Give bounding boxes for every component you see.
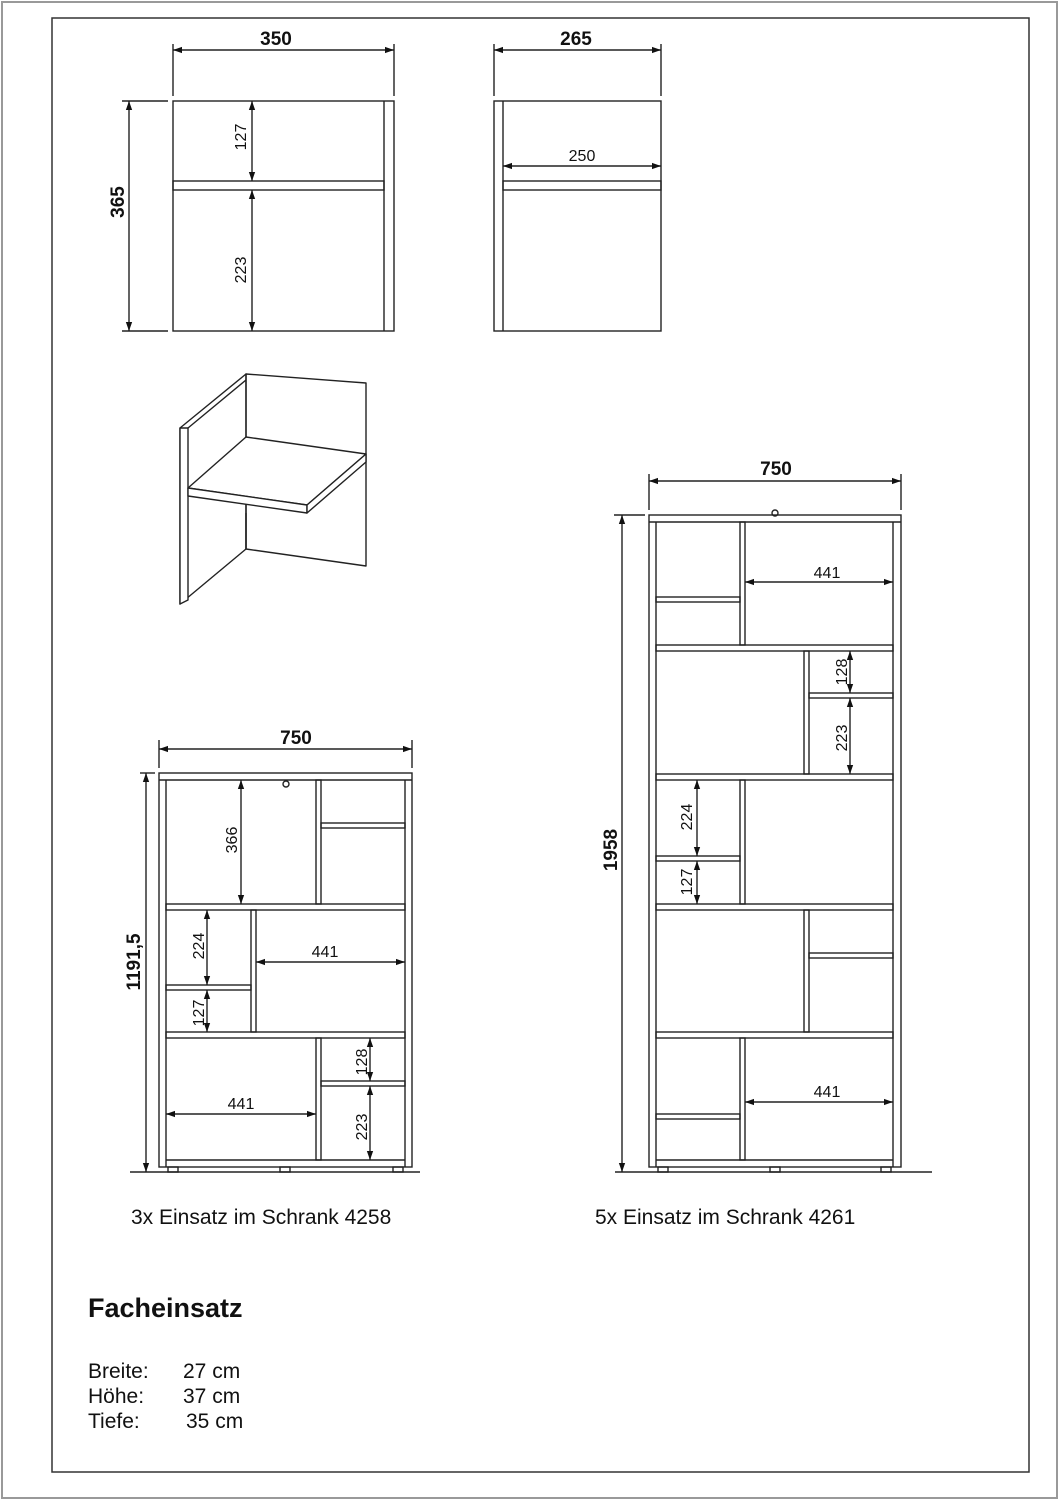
front-height-label: 365 [108,186,129,218]
spec-label: Höhe: [88,1385,145,1408]
tall-width-label: 750 [760,459,792,480]
small-width-label: 750 [280,728,312,749]
tall-224-label: 224 [679,803,696,831]
front-width-label: 350 [260,29,292,50]
small-441b-label: 441 [227,1096,255,1113]
caption-cabinet-4258: 3x Einsatz im Schrank 4258 [131,1206,392,1229]
small-128-label: 128 [354,1048,371,1076]
small-127-label: 127 [191,999,208,1027]
spec-label: Tiefe: [88,1410,140,1433]
spec-value: 35 cm [186,1410,244,1433]
small-224-label: 224 [191,932,208,960]
spec-value: 27 cm [183,1360,241,1383]
tall-127-label: 127 [679,868,696,896]
front-upper-label: 127 [233,123,250,151]
small-223-label: 223 [354,1113,371,1141]
side-view [494,44,661,331]
tall-441a-label: 441 [813,565,841,582]
cabinet-4258 [130,740,420,1172]
side-width-label: 265 [560,29,592,50]
caption-cabinet-4261: 5x Einsatz im Schrank 4261 [595,1206,856,1229]
tall-223-label: 223 [834,724,851,752]
spec-label: Breite: [88,1360,149,1383]
cabinet-4261 [614,474,932,1172]
product-title: Facheinsatz [88,1293,243,1323]
small-366-label: 366 [224,826,241,854]
tall-441b-label: 441 [813,1084,841,1101]
tall-height-label: 1958 [601,828,622,872]
spec-row-width [88,1360,240,1384]
small-441a-label: 441 [311,944,339,961]
isometric-insert [180,374,366,604]
front-lower-label: 223 [233,256,250,284]
spec-value: 37 cm [183,1385,241,1408]
outer-frame [2,2,1057,1498]
side-inner-label: 250 [568,148,596,165]
spec-row-height [88,1385,240,1409]
small-height-label: 1191,5 [124,933,145,991]
spec-row-depth [88,1410,243,1434]
tall-128-label: 128 [834,658,851,686]
inner-frame [52,18,1029,1472]
front-view [122,44,394,331]
